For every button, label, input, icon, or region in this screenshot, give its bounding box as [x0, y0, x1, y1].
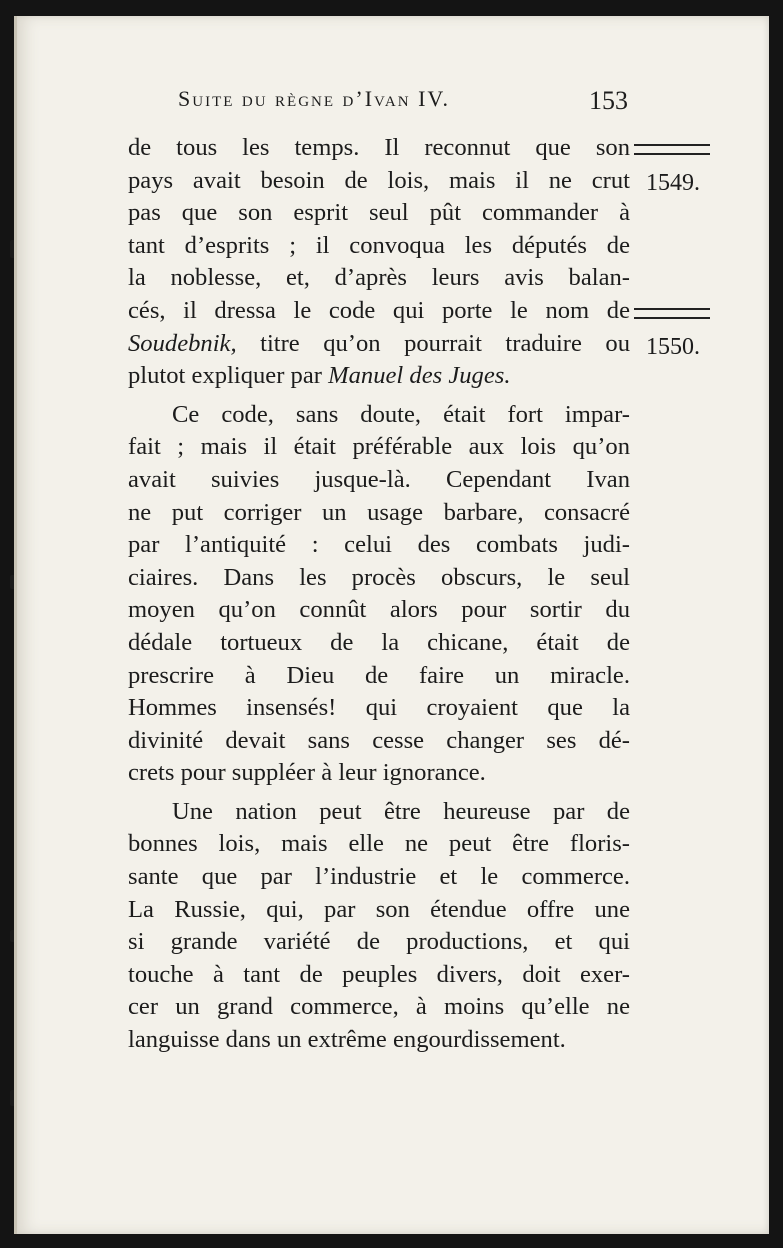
- text-line: dédale tortueux de la chicane, était de: [128, 628, 630, 656]
- text-line: moyen qu’on connût alors pour sortir du: [128, 596, 630, 624]
- text-line: pas que son esprit seul pût commander à: [128, 199, 630, 227]
- text-line: Une nation peut être heureuse par de: [172, 797, 630, 825]
- text-line: touche à tant de peuples divers, doit exer-: [128, 960, 630, 988]
- text-line: Soudebnik, titre qu’on pourrait traduire ou: [128, 329, 630, 357]
- italic-term: Soudebnik,: [128, 329, 237, 357]
- text-line: languisse dans un extrême engourdissement.: [128, 1026, 566, 1054]
- page-number: 153: [589, 86, 628, 115]
- margin-rule: [634, 308, 710, 319]
- text-line: cés, il dressa le code qui porte le nom de: [128, 296, 630, 324]
- running-title: Suite du règne d’Ivan IV.: [178, 86, 450, 111]
- text-line: ne put corriger un usage barbare, consacré: [128, 498, 630, 526]
- running-header: [178, 86, 628, 115]
- text-line: par l’antiquité : celui des combats judi-: [128, 531, 630, 559]
- text-line: crets pour suppléer à leur ignorance.: [128, 759, 486, 787]
- text-line: sante que par l’industrie et le commerce.: [128, 863, 630, 891]
- text-line: de tous les temps. Il reconnut que son: [128, 134, 630, 161]
- text-line: si grande variété de productions, et qui: [128, 928, 630, 956]
- text-line: divinité devait sans cesse changer ses dé-: [128, 726, 630, 754]
- text-line: la noblesse, et, d’après leurs avis balan-: [128, 264, 630, 292]
- text-line: prescrire à Dieu de faire un miracle.: [128, 661, 630, 689]
- text-line: plutot expliquer par Manuel des Juges.: [128, 362, 511, 390]
- margin-year: 1550.: [646, 334, 700, 360]
- text-line: pays avait besoin de lois, mais il ne crut: [128, 166, 630, 194]
- body-text: [128, 132, 630, 1057]
- text-line: bonnes lois, mais elle ne peut être floris-: [128, 830, 630, 858]
- paragraph: [128, 796, 630, 1057]
- text-line: fait ; mais il était préférable aux lois qu’on: [128, 433, 630, 461]
- paragraph: [128, 399, 630, 790]
- text-line: Hommes insensés! qui croyaient que la: [128, 694, 630, 722]
- text-line: tant d’esprits ; il convoqua les députés de: [128, 231, 630, 259]
- text-line: ciaires. Dans les procès obscurs, le seul: [128, 563, 630, 591]
- text-line: La Russie, qui, par son étendue offre une: [128, 895, 630, 923]
- margin-year: 1549.: [646, 170, 700, 196]
- italic-term: Manuel des Juges.: [328, 362, 511, 390]
- text-line: cer un grand commerce, à moins qu’elle ne: [128, 993, 630, 1021]
- text-line: avait suivies jusque-là. Cependant Ivan: [128, 465, 630, 493]
- paragraph: [128, 132, 630, 393]
- text-line: Ce code, sans doute, était fort impar-: [172, 400, 630, 428]
- margin-rule: [634, 144, 710, 155]
